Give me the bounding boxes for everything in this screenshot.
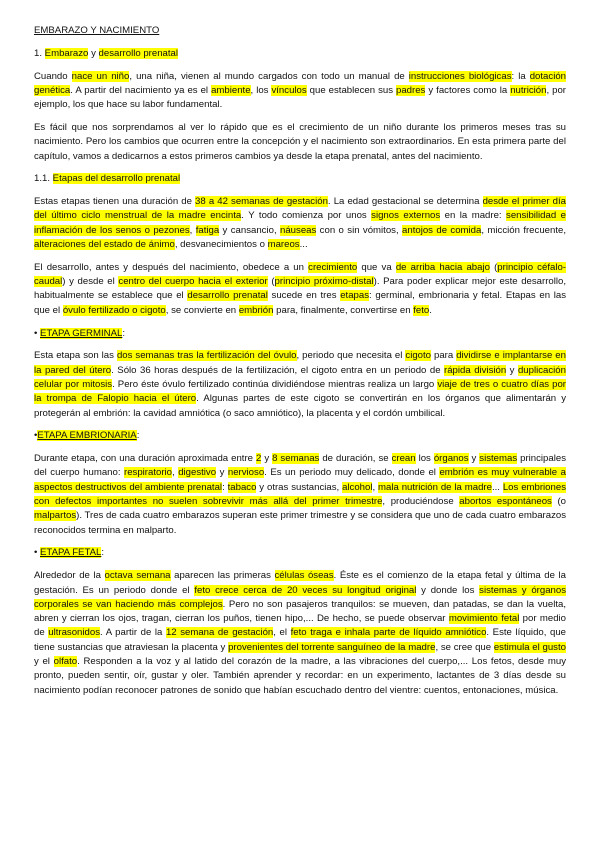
text-run: que establecen sus — [306, 84, 397, 96]
highlighted-text: ETAPA EMBRIONARIA — [37, 430, 137, 442]
text-run: : germinal, embrionaria y fetal. Etapas en las que el — [34, 290, 566, 316]
text-run: Estas etapas tienen una duración de — [34, 196, 196, 208]
text-run: y — [468, 453, 480, 465]
highlighted-text: ambiente — [211, 84, 251, 96]
section-heading — [34, 546, 566, 560]
highlighted-text: dotación genética — [34, 70, 566, 96]
highlighted-text: desde el primer día del último ciclo menstrual de la madre encinta — [34, 196, 566, 222]
section-heading — [34, 24, 566, 38]
highlighted-text: ETAPA FETAL — [40, 547, 102, 559]
text-run: . A partir del nacimiento ya es el — [70, 84, 212, 96]
highlighted-text: crecimiento — [308, 261, 358, 273]
highlighted-text: octava semana — [104, 570, 171, 582]
highlighted-text: órganos — [433, 453, 469, 465]
text-run: y — [506, 364, 518, 376]
text-run: . Algunas partes de este cigoto se convertirán en los órganos que alimentarán y protegerán al embrión: la cavidad amniótica (o saco amniótico), la placenta y el cordón umbilical. — [34, 393, 566, 419]
highlighted-text: Los embriones con defectos importantes no suelen sobrevivir más allá del primer trimestre — [34, 481, 566, 508]
highlighted-text: células óseas — [274, 570, 334, 582]
highlighted-text: sistemas — [479, 453, 518, 465]
text-run: . Y todo comienza por unos — [241, 210, 372, 222]
text-run: • — [34, 430, 38, 442]
text-run: ( — [267, 276, 275, 288]
highlighted-text: olfato — [53, 655, 78, 667]
text-run: aparecen las primeras — [170, 570, 275, 582]
text-run: . Es un periodo muy delicado, donde el — [264, 467, 440, 479]
highlighted-text: cigoto — [405, 350, 431, 362]
highlighted-text: náuseas — [280, 224, 317, 236]
text-run: por medio de — [34, 613, 566, 639]
text-run: . Este líquido, que tiene sustancias que atraviesan la placenta y — [34, 627, 566, 653]
highlighted-text: 2 — [255, 453, 262, 465]
text-run: , el — [273, 627, 291, 639]
highlighted-text: 12 semana de gestación — [165, 627, 274, 639]
text-run: . La edad gestacional se determina — [327, 196, 483, 208]
text-run: sucede en tres — [267, 290, 341, 302]
highlighted-text: de arriba hacia abajo — [395, 261, 490, 273]
highlighted-text: movimiento fetal — [448, 613, 520, 625]
text-run: : — [136, 430, 140, 442]
text-run: Esta etapa son las — [34, 350, 117, 362]
highlighted-text: Embarazo — [44, 47, 89, 59]
text-run: , produciéndose — [382, 496, 460, 508]
text-run: y el — [34, 655, 54, 667]
text-run: los — [415, 453, 434, 465]
text-run: ) y desde el — [62, 276, 119, 288]
paragraph — [34, 195, 566, 252]
highlighted-text: tabaco — [227, 481, 257, 493]
text-run: para, finalmente, convertirse en — [273, 304, 414, 316]
highlighted-text: respiratorio — [124, 467, 172, 479]
text-run: y — [88, 47, 99, 59]
text-run: de duración, se — [319, 453, 392, 465]
section-heading — [34, 47, 566, 61]
text-run: EMBARAZO Y NACIMIENTO — [34, 25, 160, 36]
highlighted-text: instrucciones biológicas — [408, 70, 512, 82]
highlighted-text: duplicación celular por mitosis — [34, 364, 566, 390]
highlighted-text: embrión es muy vulnerable a aspectos destructivos del ambiente prenatal — [34, 467, 566, 493]
highlighted-text: 38 a 42 semanas de gestación — [195, 196, 328, 208]
highlighted-text: alcohol — [342, 481, 373, 493]
text-run: en la madre: — [440, 210, 507, 222]
text-run: . Pero éste óvulo fertilizado continúa dividiéndose mientras realiza un largo — [112, 378, 438, 390]
highlighted-text: nace un niño — [71, 70, 130, 82]
paragraph — [34, 121, 566, 164]
text-run: y cansancio, — [219, 224, 281, 236]
text-run: , micción frecuente, — [481, 224, 566, 236]
paragraph — [34, 452, 566, 538]
text-run: Es fácil que nos sorprendamos al ver lo rápido que es el crecimiento de un niño durante los primeros meses tras su nacimiento. Pero los cambios que ocurren entre la concepción y el nacimiento son extraordinarios. En esta primera parte del capítulo, vamos a dedicarnos a estos primeros cambios ya desde la etapa prenatal, antes del nacimiento. — [34, 121, 566, 162]
text-run: Alrededor de la — [34, 570, 105, 582]
paragraph — [34, 261, 566, 318]
highlighted-text: abortos espontáneos — [459, 496, 552, 508]
highlighted-text: desarrollo prenatal — [98, 47, 179, 59]
text-run: ( — [489, 261, 498, 273]
text-run: ). Tres de cada cuatro embarazos superan este primer trimestre y se considera que uno de cada cuatro embarazos reconocidos termina en malparto. — [34, 510, 566, 536]
highlighted-text: fatiga — [195, 224, 220, 236]
text-run: . Pero no son pasajeros tranquilos: se mueven, dan patadas, se dan la vuelta, abren y cierran los ojos, tragan, cierran los puños, tienen hipo,... De hecho, se puede observar — [34, 598, 566, 625]
text-run: . Responden a la voz y al latido del corazón de la madre, a las vibraciones del cuerpo,... Los fetos, desde muy pronto, pueden sentir, oír, gustar y oler. También aprender y recordar: en un experimento, lactantes de 3 días desde su nacimiento podían reconocer patrones de sonido que habían escuchado dentro del vientre: cuentos, entonaciones, música. — [34, 655, 566, 696]
highlighted-text: malpartos — [34, 510, 77, 522]
text-run: : — [222, 481, 228, 493]
highlighted-text: mala nutrición de la madre — [378, 481, 492, 493]
text-run: ). Para poder explicar mejor este desarrollo, habitualmente se establece que el — [34, 276, 567, 302]
text-run: , se convierte en — [165, 304, 239, 316]
highlighted-text: digestivo — [178, 467, 217, 479]
text-run: : la — [511, 70, 530, 82]
text-run: : — [101, 547, 105, 559]
highlighted-text: crean — [391, 453, 416, 465]
text-run: que va — [357, 261, 396, 273]
text-run: ... — [491, 481, 503, 493]
highlighted-text: etapas — [340, 290, 370, 302]
highlighted-text: viaje de tres o cuatro días por la trompa de Falopio hacia el útero — [34, 378, 567, 405]
paragraph — [34, 569, 566, 698]
text-run: . Éste es el comienzo de la etapa fetal y última de la gestación. Es un periodo donde el — [34, 570, 567, 596]
text-run: . — [429, 304, 432, 316]
highlighted-text: feto crece cerca de 20 veces su longitud original — [194, 584, 417, 596]
paragraph — [34, 70, 566, 113]
highlighted-text: ETAPA GERMINAL — [40, 327, 123, 339]
text-run: , — [189, 224, 196, 236]
highlighted-text: embrión — [238, 304, 274, 316]
paragraph — [34, 349, 566, 420]
text-run: principales del cuerpo humano: — [34, 453, 566, 479]
highlighted-text: feto traga e inhala parte de líquido amniótico — [290, 627, 487, 639]
highlighted-text: dividirse e implantarse en la pared del útero — [34, 350, 566, 376]
highlighted-text: 8 semanas — [272, 453, 320, 465]
text-run: 1. — [34, 47, 45, 59]
text-run: ... — [299, 239, 308, 251]
highlighted-text: nutrición — [510, 84, 547, 96]
text-run: 1.1. — [34, 173, 53, 185]
highlighted-text: principio próximo-distal — [274, 276, 374, 288]
text-run: , desvanecimientos o — [174, 239, 268, 251]
highlighted-text: padres — [396, 84, 426, 96]
highlighted-text: nervioso — [227, 467, 265, 479]
text-run: para — [431, 350, 457, 362]
text-run: y — [261, 453, 273, 465]
text-run: El desarrollo, antes y después del nacimiento, obedece a un — [34, 261, 309, 273]
text-run: , periodo que necesita el — [296, 350, 406, 362]
text-run: , por ejemplo, los que hace su labor fundamental. — [34, 84, 566, 111]
text-run: , — [172, 467, 179, 479]
text-run: , se cree que — [435, 641, 494, 653]
text-run: , los — [250, 84, 272, 96]
highlighted-text: mareos — [267, 239, 300, 251]
highlighted-text: vínculos — [271, 84, 307, 96]
highlighted-text: provenientes del torrente sanguíneo de la madre — [228, 641, 436, 653]
text-run: , — [372, 481, 379, 493]
highlighted-text: antojos de comida — [402, 224, 482, 236]
text-run: : — [122, 327, 125, 339]
highlighted-text: principio céfalo-caudal — [34, 261, 566, 288]
text-run: y otras sustancias, — [256, 481, 343, 493]
text-run: (o — [551, 496, 567, 508]
highlighted-text: óvulo fertilizado o cigoto — [62, 304, 166, 316]
text-run: y — [216, 467, 228, 479]
text-run: . Sólo 36 horas después de la fertilización, el cigoto entra en un periodo de — [111, 364, 445, 376]
text-run: , una niña, vienen al mundo cargados con todo un manual de — [129, 70, 409, 82]
highlighted-text: rápida división — [444, 364, 507, 376]
highlighted-text: Etapas del desarrollo prenatal — [52, 173, 181, 185]
text-run: con o sin vómitos, — [316, 224, 403, 236]
highlighted-text: estimula el gusto — [493, 641, 566, 653]
highlighted-text: feto — [413, 304, 430, 316]
highlighted-text: dos semanas tras la fertilización del óvulo — [116, 350, 297, 362]
highlighted-text: signos externos — [371, 210, 441, 222]
highlighted-text: sistemas y órganos corporales se van haciendo más complejos — [34, 584, 567, 610]
highlighted-text: alteraciones del estado de ánimo — [34, 239, 175, 251]
text-run: Cuando — [34, 70, 72, 82]
section-heading — [34, 327, 566, 341]
highlighted-text: sensibilidad e inflamación de los senos o pezones — [34, 210, 566, 236]
section-heading — [34, 429, 566, 443]
text-run: • — [34, 327, 41, 339]
highlighted-text: desarrollo prenatal — [187, 290, 268, 302]
highlighted-text: ultrasonidos — [48, 627, 100, 639]
text-run: • — [34, 547, 41, 559]
highlighted-text: centro del cuerpo hacia el exterior — [118, 276, 268, 288]
text-run: Durante etapa, con una duración aproximada entre — [34, 453, 256, 465]
text-run: . A partir de la — [100, 627, 166, 639]
text-run: y factores como la — [425, 84, 511, 96]
text-run: y donde los — [416, 584, 480, 596]
section-heading — [34, 172, 566, 186]
